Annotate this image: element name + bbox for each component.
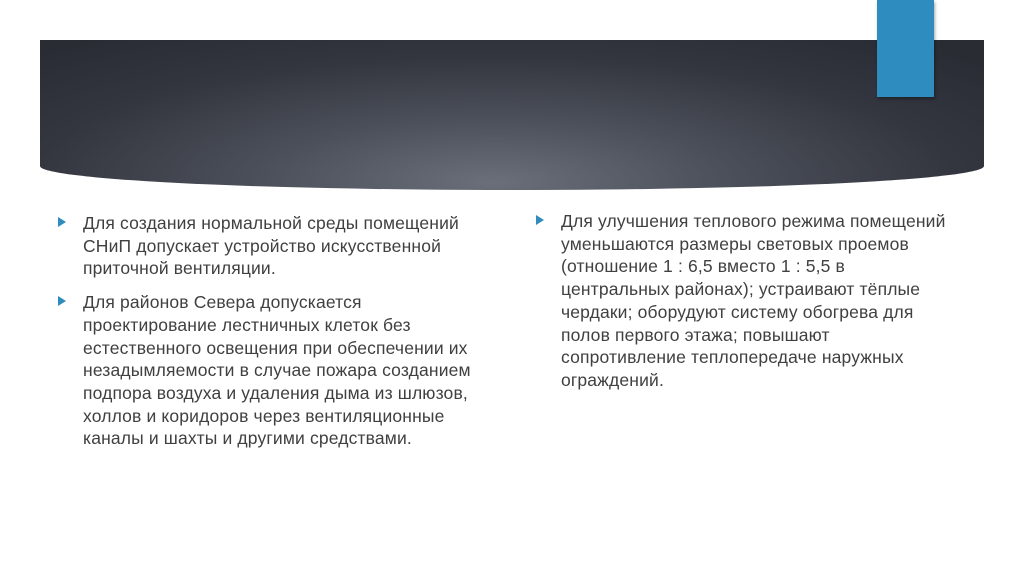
- right-text-column: [533, 210, 953, 403]
- left-text-column: [55, 212, 475, 461]
- bullet-item: [533, 210, 953, 392]
- triangle-right-icon: [58, 217, 66, 227]
- accent-tab: [877, 0, 934, 97]
- title-band: [40, 40, 984, 190]
- bullet-item: [55, 291, 475, 450]
- triangle-right-icon: [58, 296, 66, 306]
- bullet-item: [55, 212, 475, 280]
- bullet-text: Для районов Севера допускается проектирование лестничных клеток без естественного освещения при обеспечении их незадымляемости в случае пожара созданием подпора воздуха и удаления дыма из шлюзов, холлов и коридоров через вентиляционные каналы и шахты и другими средствами.: [83, 292, 471, 449]
- triangle-right-icon: [536, 215, 544, 225]
- bullet-text: Для улучшения теплового режима помещений уменьшаются размеры световых проемов (отношение 1 : 6,5 вместо 1 : 5,5 в центральных районах); устраивают тёплые чердаки; оборудуют систему обогрева для полов первого этажа; повышают сопротивление теплопередаче наружных ограждений.: [561, 211, 946, 390]
- bullet-text: Для создания нормальной среды помещений СНиП допускает устройство искусственной приточной вентиляции.: [83, 213, 459, 279]
